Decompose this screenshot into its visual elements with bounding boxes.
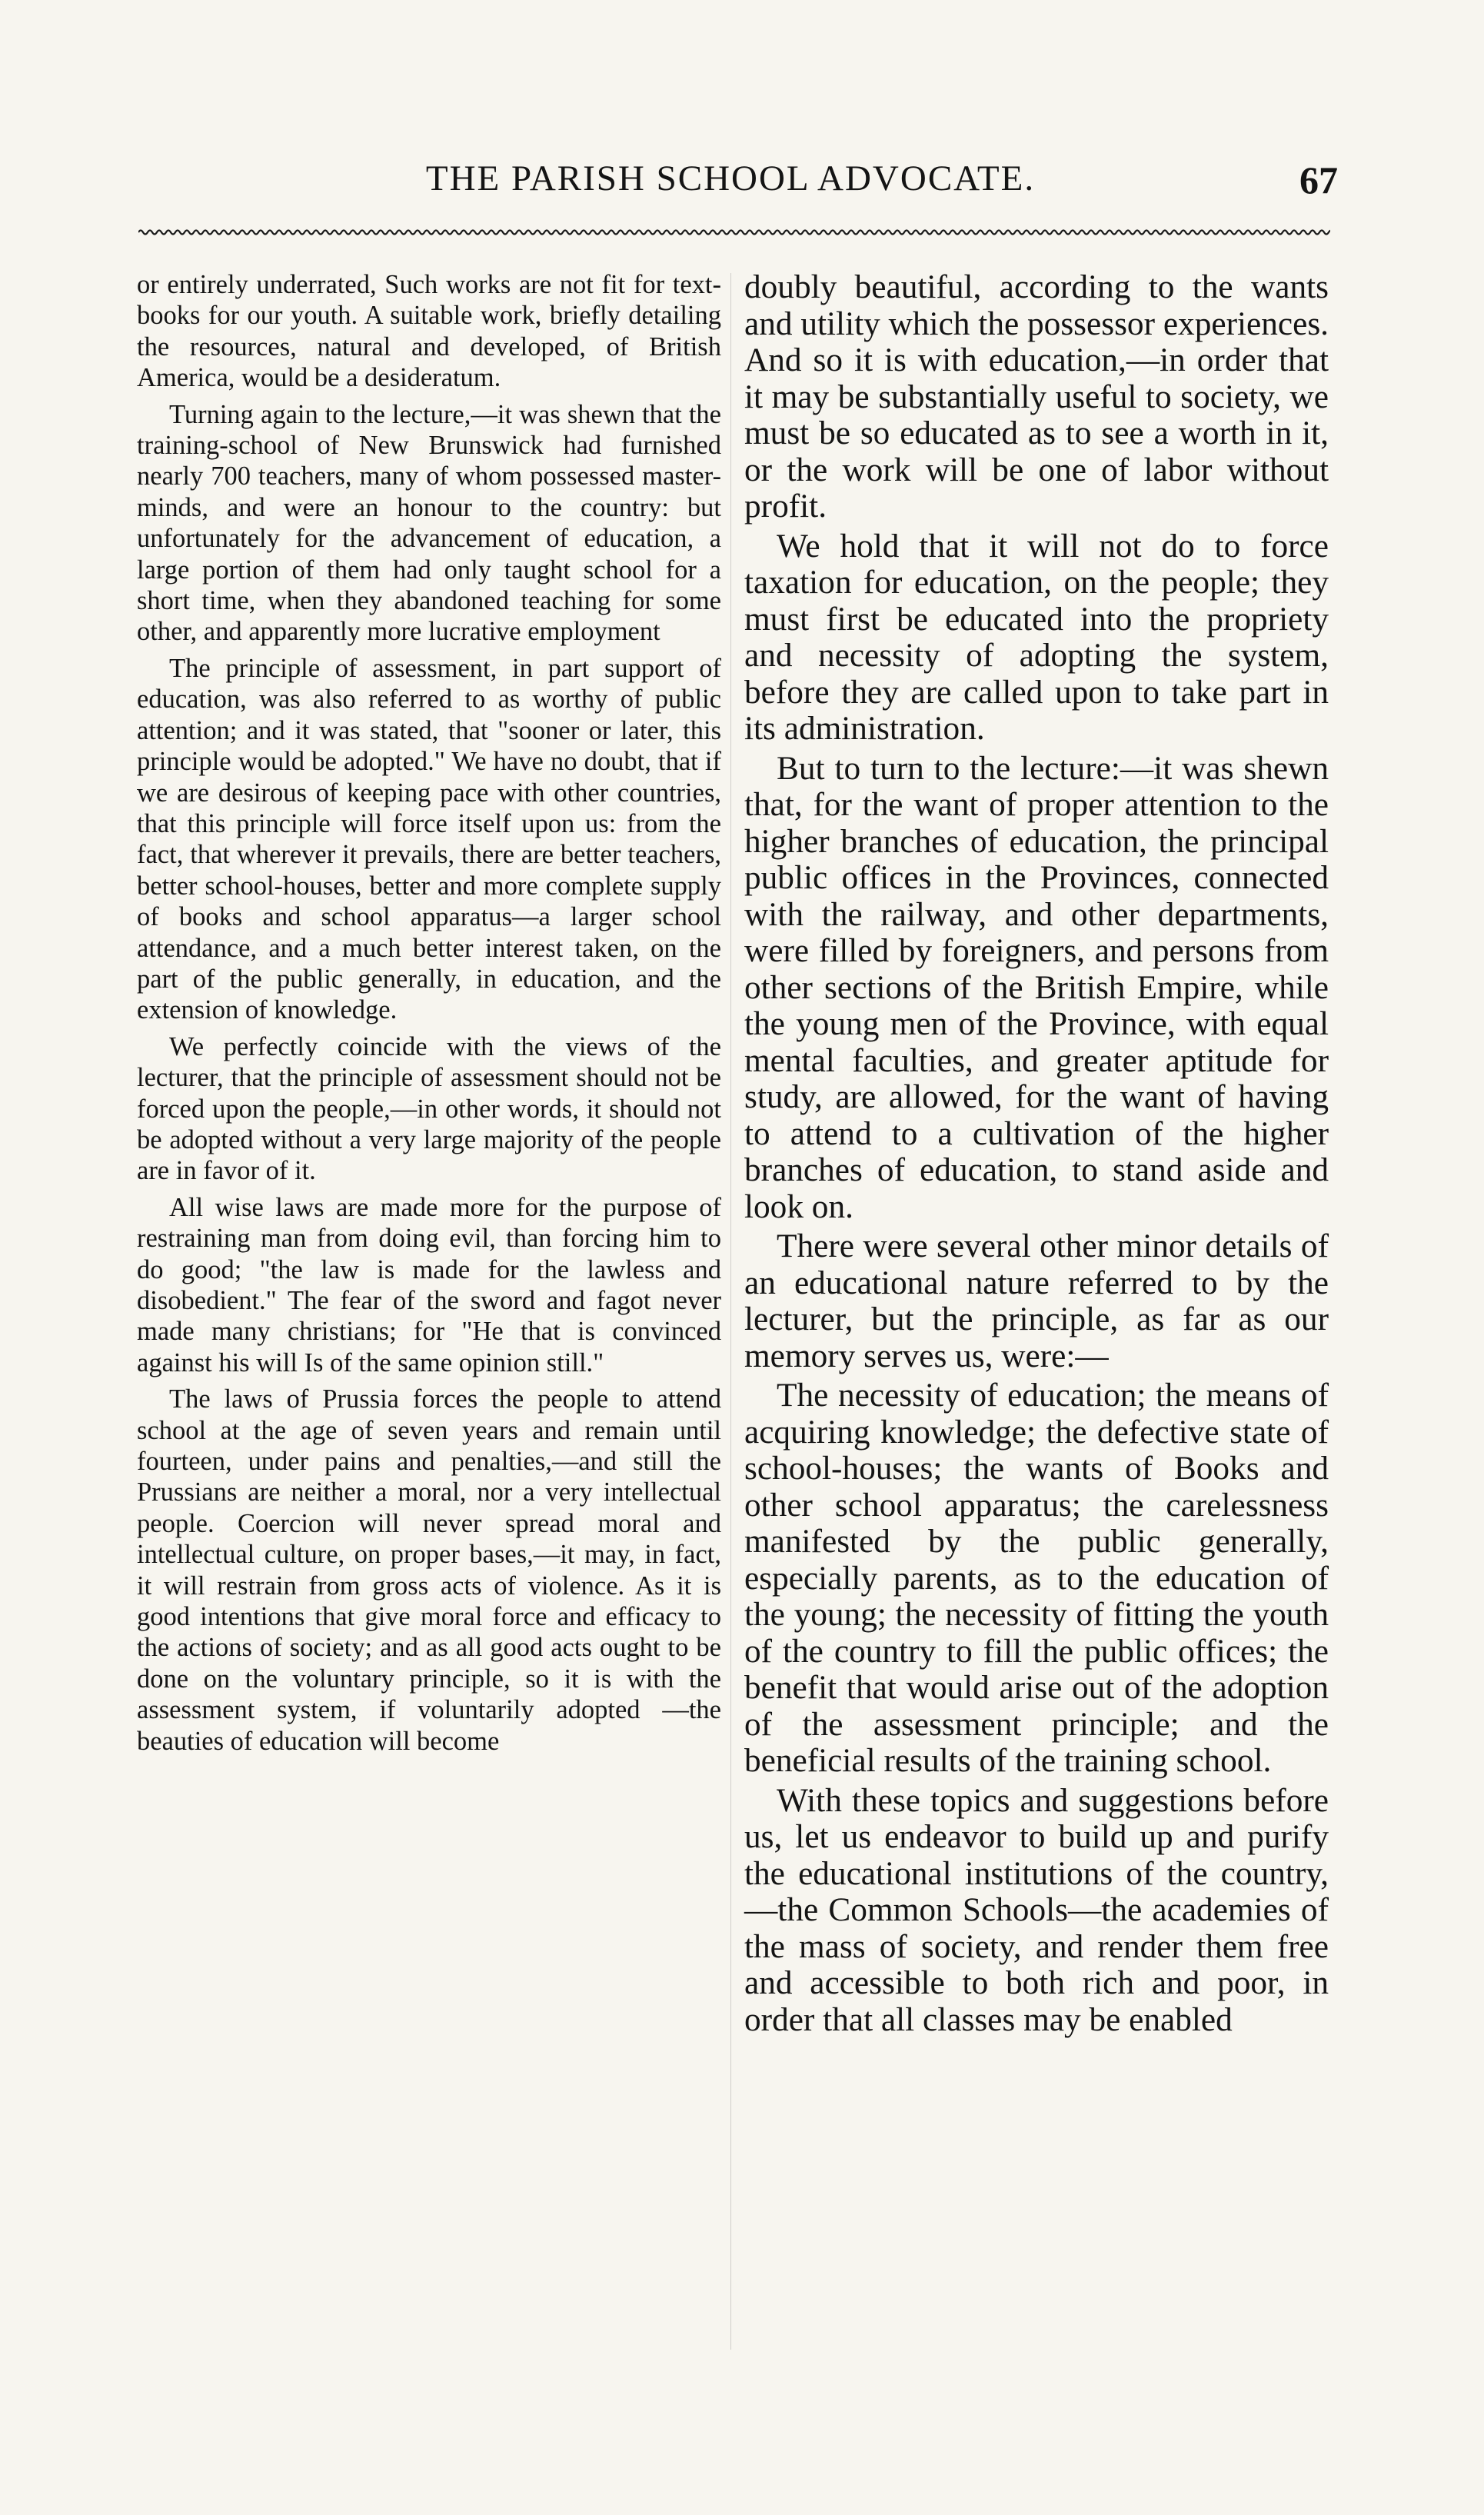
right-column (744, 269, 1329, 2038)
paragraph: The principle of assessment, in part support of education, was also referred to as worthy of public attention; and it was stated, that "sooner or later, this principle would be adopted." We have no doubt, that if we are desirous of keeping pace with other countries, that this principle will force itself upon us: from the fact, that wherever it prevails, there are better teachers, better school-houses, better and more complete supply of books and school apparatus—a larger school attendance, and a much better interest taken, on the part of the public generally, in education, and the extension of knowledge. (137, 653, 721, 1025)
page-number: 67 (1299, 158, 1338, 202)
running-title: THE PARISH SCHOOL ADVOCATE. (425, 158, 1036, 198)
paragraph: We perfectly coincide with the views of the lecturer, that the principle of assessment should not be forced upon the people,—in other words, it should not be adopted without a very large majority of the people are in favor of it. (137, 1031, 721, 1186)
wavy-rule (138, 227, 1330, 238)
left-column (137, 269, 721, 1757)
paragraph: All wise laws are made more for the purpose of restraining man from doing evil, than forcing him to do good; "the law is made for the lawless and disobedient." The fear of the sword and fagot never made many christians; for "He that is convinced against his will Is of the same opinion still." (137, 1192, 721, 1377)
paragraph: The laws of Prussia forces the people to attend school at the age of seven years and remain until fourteen, under pains and penalties,—and still the Prussians are neither a moral, nor a very intellectual people. Coercion will never spread moral and intellectual culture, on proper bases,—it may, in fact, it will restrain from gross acts of violence. As it is good intentions that give moral force and efficacy to the actions of society; and as all good acts ought to be done on the voluntary principle, so it is with the assessment system, if voluntarily adopted —the beauties of education will become (137, 1384, 721, 1756)
paragraph: or entirely underrated, Such works are not fit for text-books for our youth. A suitable work, briefly detailing the resources, natural and developed, of British America, would be a desideratum. (137, 270, 721, 393)
paragraph: With these topics and suggestions before us, let us endeavor to build up and purify the educational institutions of the country,—the Common Schools—the academies of the mass of society, and render them free and accessible to both rich and poor, in order that all classes may be enabled (744, 1781, 1329, 2038)
column-divider (730, 273, 731, 2350)
paragraph: But to turn to the lecture:—it was shewn that, for the want of proper attention to the higher branches of education, the principal public offices in the Provinces, connected with the railway, and other departments, were filled by foreigners, and persons from other sections of the British Empire, while the young men of the Province, with equal mental faculties, and greater aptitude for study, are allowed, for the want of having to attend to a cultivation of the higher branches of education, to stand aside and look on. (744, 749, 1329, 1225)
paragraph: Turning again to the lecture,—it was shewn that the training-school of New Brunswick had furnished nearly 700 teachers, many of whom possessed master-minds, and were an honour to the country: but unfortunately for the advancement of education, a large portion of them had only taught school for a short time, when they abandoned teaching for some other, and apparently more lucrative employment (137, 399, 721, 647)
paragraph: The necessity of education; the means of acquiring knowledge; the defective state of school-houses; the wants of Books and other school apparatus; the carelessness manifested by the public generally, especially parents, as to the education of the young; the necessity of fitting the youth of the country to fill the public offices; the benefit that would arise out of the adoption of the assessment principle; and the beneficial results of the training school. (744, 1377, 1329, 1779)
paragraph: doubly beautiful, according to the wants and utility which the possessor experiences. And so it is with education,—in order that it may be substantially useful to society, we must be so educated as to see a worth in it, or the work will be one of labor without profit. (744, 268, 1329, 525)
paragraph: There were several other minor details of an educational nature referred to by the lecturer, but the principle, as far as our memory serves us, were:— (744, 1228, 1329, 1374)
paragraph: We hold that it will not do to force taxation for education, on the people; they must first be educated into the propriety and necessity of adopting the system, before they are called upon to take part in its administration. (744, 527, 1329, 747)
page-header (138, 158, 1338, 212)
